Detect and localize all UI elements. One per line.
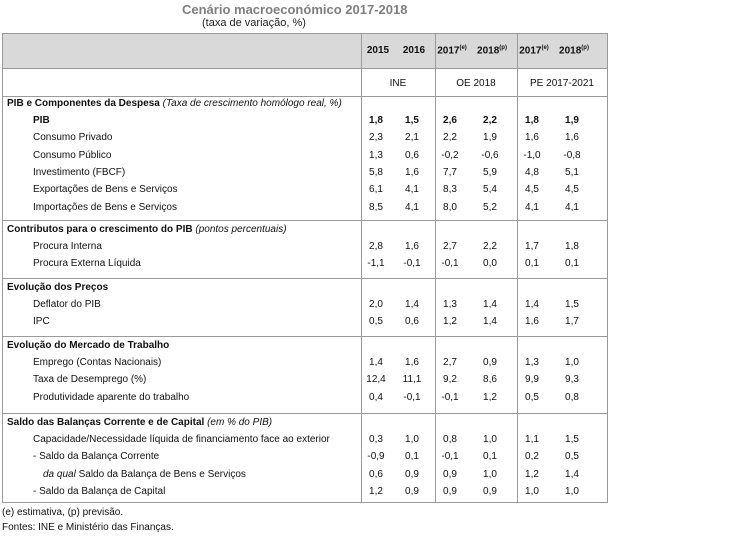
row-value: 0,5	[525, 391, 539, 403]
row-value: 5,8	[369, 166, 383, 178]
row-value: 0,6	[369, 468, 383, 480]
table-row	[3, 484, 607, 501]
row-value: 1,9	[565, 115, 579, 126]
row-value: -0,1	[403, 391, 421, 403]
row-value: 1,4	[483, 299, 497, 310]
footnote-estimates: (e) estimativa, (p) previsão.	[2, 507, 124, 518]
row-value: 1,0	[483, 434, 497, 445]
row-value: 8,3	[443, 184, 457, 196]
row-value: 0,9	[405, 468, 419, 480]
row-value: 7,7	[443, 166, 457, 178]
section-separator	[3, 413, 607, 414]
year-label: 2018	[477, 45, 500, 57]
row-value: 4,1	[405, 201, 419, 213]
row-value: 4,1	[405, 184, 419, 196]
row-value: 1,6	[565, 132, 579, 144]
table-row	[3, 130, 607, 147]
row-value: 0,1	[565, 258, 579, 270]
row-value: -1,0	[523, 149, 541, 161]
row-value: 0,1	[483, 451, 497, 463]
section-heading	[7, 417, 272, 428]
section-heading	[7, 224, 287, 235]
page-title: Cenário macroeconómico 2017-2018	[182, 2, 408, 17]
row-value: 2,7	[443, 241, 457, 252]
row-value: -0,6	[481, 149, 499, 161]
row-value: 2,3	[369, 132, 383, 144]
row-value: 12,4	[366, 374, 386, 386]
row-value: -1,1	[367, 258, 385, 270]
row-label: - Saldo da Balança de Capital	[33, 485, 166, 497]
year-sup: (e)	[459, 45, 467, 51]
row-value: 1,3	[369, 149, 383, 161]
year-label: 2017	[437, 45, 460, 57]
row-value: 1,3	[443, 299, 457, 310]
table-row	[3, 449, 607, 466]
table-row	[3, 432, 607, 449]
table-row	[3, 239, 607, 256]
row-value: 1,8	[565, 241, 579, 252]
row-value: 6,1	[369, 184, 383, 196]
row-value: 0,6	[405, 316, 419, 328]
row-value: 1,0	[405, 434, 419, 445]
row-value: 1,7	[525, 241, 539, 252]
year-label: 2018	[559, 45, 582, 57]
year-label: 2016	[402, 45, 426, 56]
row-value: 1,0	[565, 485, 579, 497]
row-label: Consumo Público	[33, 149, 112, 161]
row-value: -0,1	[441, 451, 459, 463]
row-value: 0,3	[369, 434, 383, 445]
row-label: Procura Interna	[33, 241, 102, 252]
row-value: -0,9	[367, 451, 385, 463]
row-value: 1,8	[369, 115, 383, 126]
row-value: 1,5	[565, 434, 579, 445]
row-value: 1,6	[525, 316, 539, 328]
row-value: 2,1	[405, 132, 419, 144]
table-row	[3, 148, 607, 165]
section-title: Contributos para o crescimento do PIB	[7, 224, 196, 235]
row-label: Produtividade aparente do trabalho	[33, 391, 190, 403]
row-value: 4,1	[525, 201, 539, 213]
row-value: 0,8	[565, 391, 579, 403]
section-title: Evolução do Mercado de Trabalho	[7, 340, 170, 351]
row-value: 0,8	[443, 434, 457, 445]
table-row	[3, 113, 607, 130]
row-value: 1,8	[525, 115, 539, 126]
row-label: Importações de Bens e Serviços	[33, 201, 177, 213]
section-title: Saldo das Balanças Corrente e de Capital	[7, 417, 208, 428]
da-qual-prefix: da qual	[43, 468, 76, 480]
row-value: 0,5	[565, 451, 579, 463]
row-label: Emprego (Contas Nacionais)	[33, 357, 162, 368]
source-header: PE 2017-2021	[530, 78, 594, 89]
row-value: 9,2	[443, 374, 457, 386]
row-value: 5,4	[483, 184, 497, 196]
section-heading	[7, 340, 169, 351]
section-note: (pontos percentuais)	[195, 224, 287, 235]
table-row	[3, 372, 607, 389]
page-subtitle: (taxa de variação, %)	[202, 17, 306, 29]
year-header	[473, 45, 511, 56]
row-value: 5,1	[565, 166, 579, 178]
row-value: 1,0	[565, 357, 579, 368]
row-value: 1,4	[369, 357, 383, 368]
year-sup: (p)	[499, 45, 507, 51]
table-row	[3, 355, 607, 372]
row-value: 1,0	[483, 468, 497, 480]
row-label: Procura Externa Líquida	[33, 258, 141, 270]
row-value: 0,9	[483, 357, 497, 368]
row-label: Taxa de Desemprego (%)	[33, 374, 147, 386]
row-label: da qual Saldo da Balança de Bens e Serviços	[43, 468, 246, 480]
row-value: 1,2	[369, 485, 383, 497]
row-value: 4,8	[525, 166, 539, 178]
row-value: 1,3	[525, 357, 539, 368]
row-value: 1,6	[405, 166, 419, 178]
section-note: (em % do PIB)	[207, 417, 273, 428]
year-label: 2015	[366, 45, 390, 56]
row-value: 0,2	[525, 451, 539, 463]
year-header	[359, 45, 397, 56]
row-value: 2,2	[483, 241, 497, 252]
row-value: 0,9	[443, 485, 457, 497]
row-value: 0,9	[483, 485, 497, 497]
table-row	[3, 390, 607, 407]
row-value: 5,9	[483, 166, 497, 178]
row-value: 1,5	[565, 299, 579, 310]
section-separator	[3, 278, 607, 279]
row-value: 1,6	[525, 132, 539, 144]
table-row	[3, 200, 607, 217]
row-value: 1,2	[483, 391, 497, 403]
row-value: 11,1	[402, 374, 422, 386]
source-header: OE 2018	[456, 78, 496, 89]
table-row	[3, 256, 607, 273]
row-value: 4,5	[565, 184, 579, 196]
row-value: 8,5	[369, 201, 383, 213]
section-separator	[3, 336, 607, 337]
source-header: INE	[389, 78, 407, 89]
table-row	[3, 297, 607, 314]
row-value: 2,7	[443, 357, 457, 368]
section-title: PIB e Componentes da Despesa	[7, 98, 163, 109]
year-label: 2017	[519, 45, 542, 57]
table-row	[3, 467, 607, 484]
row-value: 1,9	[483, 132, 497, 144]
row-value: 5,2	[483, 201, 497, 213]
row-value: 1,0	[525, 485, 539, 497]
section-note: (Taxa de crescimento homólogo real, %)	[162, 98, 342, 109]
row-label: Exportações de Bens e Serviços	[33, 184, 178, 196]
table-row	[3, 314, 607, 331]
row-value: 9,3	[565, 374, 579, 386]
row-label: IPC	[33, 316, 50, 328]
row-value: 0,9	[405, 485, 419, 497]
row-label: Consumo Privado	[33, 132, 113, 144]
year-header	[515, 45, 553, 56]
row-value: 4,1	[565, 201, 579, 213]
row-value: -0,2	[441, 149, 459, 161]
row-value: 1,1	[525, 434, 539, 445]
row-value: 1,6	[405, 357, 419, 368]
row-label: - Saldo da Balança Corrente	[33, 451, 160, 463]
row-value: 2,0	[369, 299, 383, 310]
row-value: 1,5	[405, 115, 419, 126]
row-value: 2,6	[443, 115, 457, 126]
table-row	[3, 165, 607, 182]
row-value: 4,5	[525, 184, 539, 196]
row-value: 0,1	[405, 451, 419, 463]
row-label: Deflator do PIB	[33, 299, 101, 310]
row-value: 1,4	[525, 299, 539, 310]
macro-table	[2, 33, 608, 503]
row-label: PIB	[33, 115, 50, 126]
row-value: 1,7	[565, 316, 579, 328]
row-value: 0,6	[405, 149, 419, 161]
row-value: 1,2	[525, 468, 539, 480]
row-value: 2,8	[369, 241, 383, 252]
row-label: Capacidade/Necessidade líquida de financiamento face ao exterior	[33, 434, 330, 445]
year-sup: (e)	[541, 45, 549, 51]
year-sup: (p)	[581, 45, 589, 51]
row-value: 8,0	[443, 201, 457, 213]
row-value: 1,4	[483, 316, 497, 328]
row-value: 0,5	[369, 316, 383, 328]
row-value: 8,6	[483, 374, 497, 386]
row-value: 0,4	[369, 391, 383, 403]
row-label: Investimento (FBCF)	[33, 166, 126, 178]
row-value: 0,1	[525, 258, 539, 270]
row-value: 9,9	[525, 374, 539, 386]
row-value: 1,6	[405, 241, 419, 252]
year-header	[395, 45, 433, 56]
table-row	[3, 182, 607, 199]
row-value: -0,1	[441, 391, 459, 403]
row-value: 2,2	[483, 115, 497, 126]
footnote-sources: Fontes: INE e Ministério das Finanças.	[2, 522, 174, 533]
row-value: -0,1	[403, 258, 421, 270]
section-heading	[7, 282, 108, 293]
row-value: 0,9	[443, 468, 457, 480]
row-value: 1,4	[565, 468, 579, 480]
row-value: 0,0	[483, 258, 497, 270]
year-header	[555, 45, 593, 56]
row-value: 2,2	[443, 132, 457, 144]
row-value: 1,2	[443, 316, 457, 328]
section-title: Evolução dos Preços	[7, 282, 109, 293]
section-heading	[7, 98, 342, 109]
row-value: -0,8	[563, 149, 581, 161]
section-separator	[3, 220, 607, 221]
row-value: 1,4	[405, 299, 419, 310]
row-value: -0,1	[441, 258, 459, 270]
year-header	[433, 45, 471, 56]
